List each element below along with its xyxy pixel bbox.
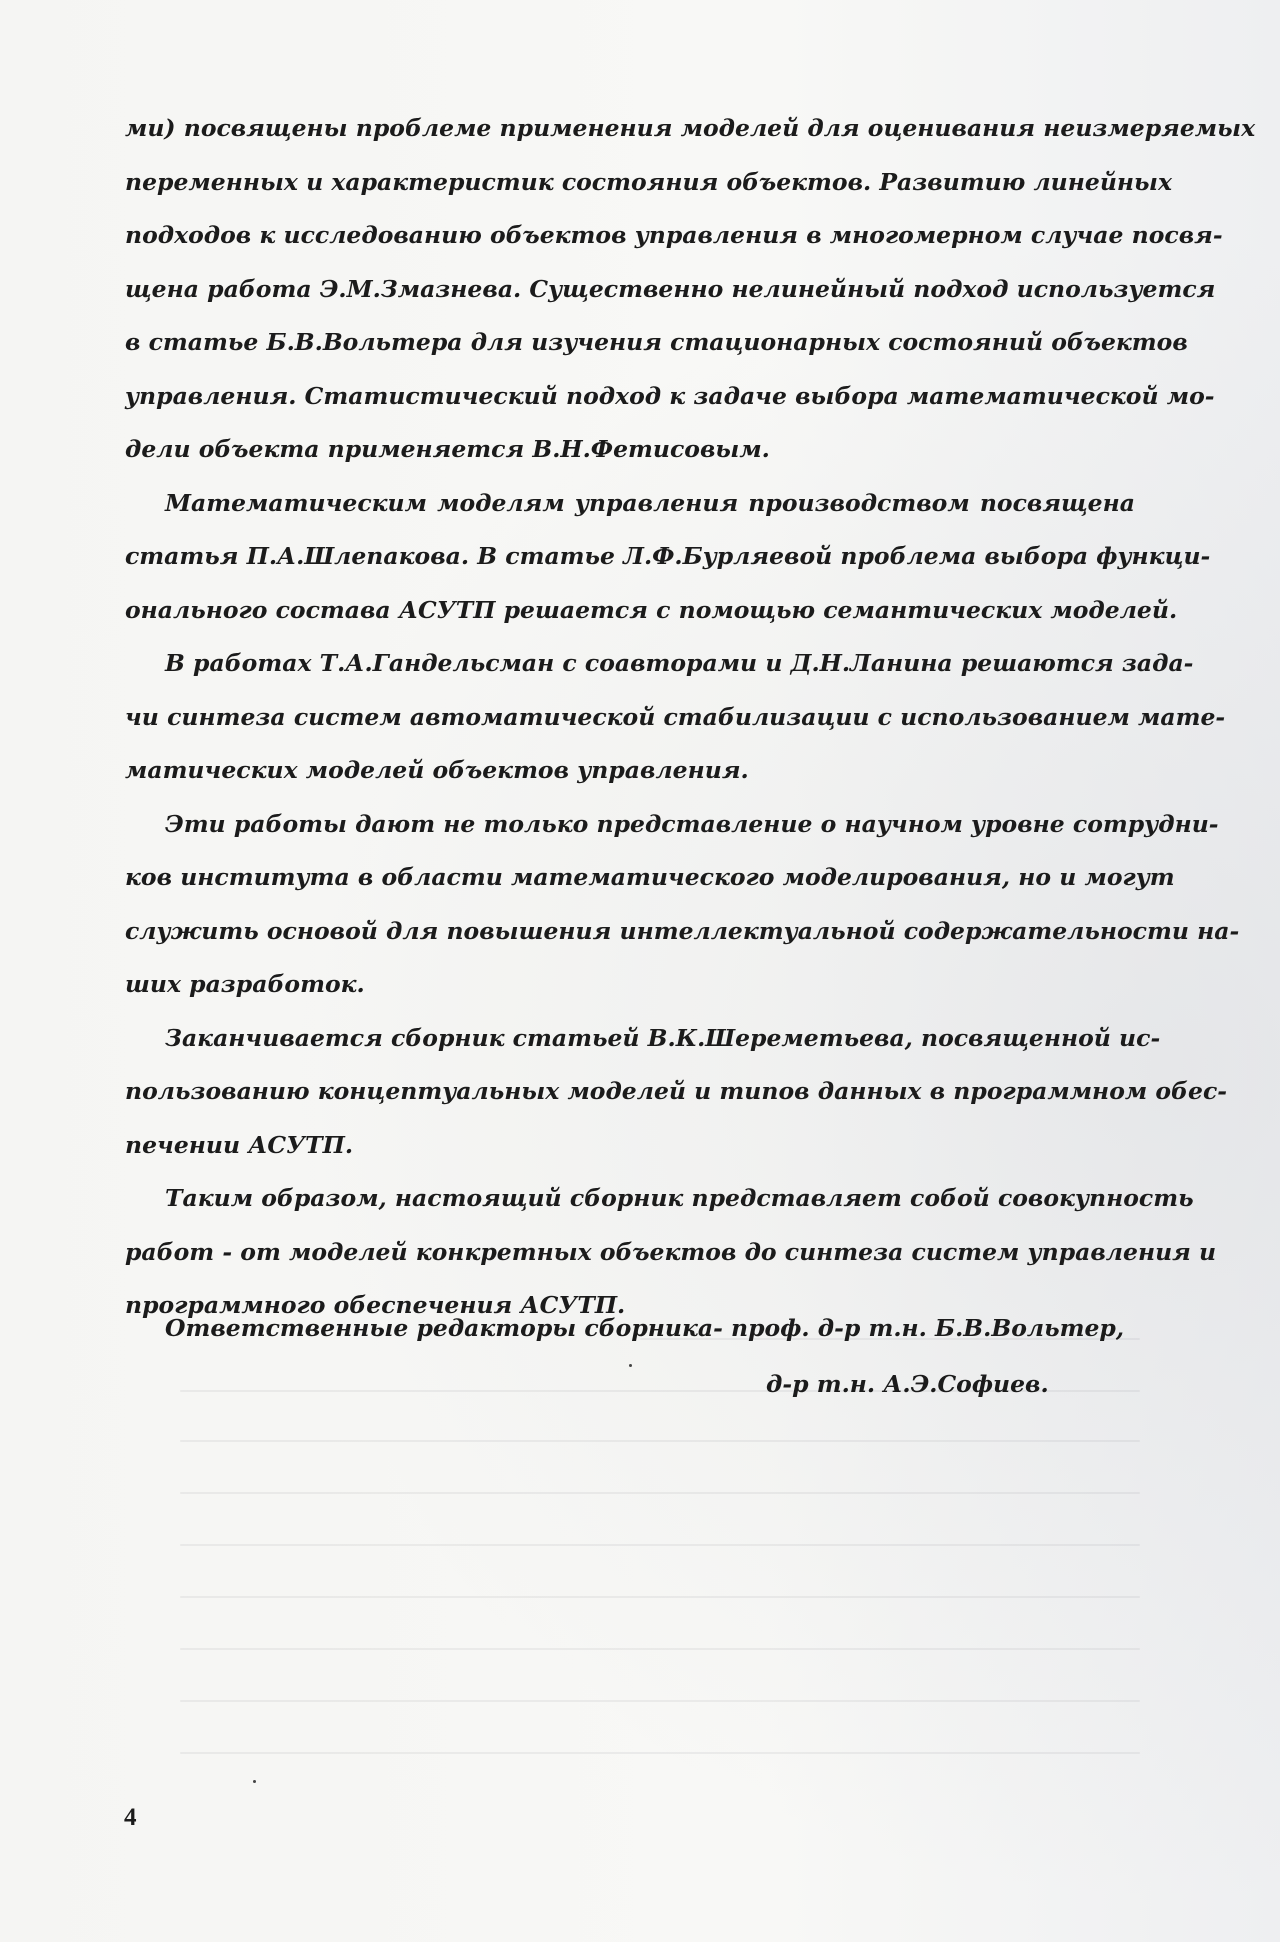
- page-number: 4: [124, 1804, 137, 1831]
- text-line: ков института в области математического моделирования, но и могут: [125, 863, 1175, 891]
- bleed-through-line: [180, 1752, 1140, 1754]
- scan-speck: [253, 1780, 256, 1783]
- text-line: онального состава АСУТП решается с помощью семантических моделей.: [125, 595, 1178, 624]
- text-line: подходов к исследованию объектов управления в многомерном случае посвя-: [125, 221, 1223, 249]
- text-line: управления. Статистический подход к задаче выбора математической мо-: [125, 381, 1215, 410]
- bleed-through-line: [180, 1440, 1140, 1442]
- text-line: дели объекта применяется В.Н.Фетисовым.: [125, 435, 770, 463]
- editors-line: Ответственные редакторы сборника- проф. д-р т.н. Б.В.Вольтер,: [165, 1314, 1125, 1342]
- text-line: Таким образом, настоящий сборник представляет собой совокупность: [165, 1184, 1194, 1212]
- text-line: ми) посвящены проблеме применения моделей для оценивания неизмеряемых: [125, 114, 1256, 142]
- bleed-through-line: [180, 1596, 1140, 1598]
- text-line: работ - от моделей конкретных объектов до синтеза систем управления и: [125, 1237, 1217, 1266]
- text-line: щена работа Э.М.Змазнева. Существенно нелинейный подход используется: [125, 274, 1216, 303]
- bleed-through-line: [180, 1700, 1140, 1702]
- bleed-through-line: [180, 1648, 1140, 1650]
- text-line: в статье Б.В.Вольтера для изучения стационарных состояний объектов: [125, 328, 1188, 356]
- text-line: пользованию концептуальных моделей и типов данных в программном обес-: [125, 1077, 1228, 1105]
- text-line: Заканчивается сборник статьей В.К.Шереметьева, посвященной ис-: [165, 1023, 1161, 1052]
- text-line: статья П.А.Шлепакова. В статье Л.Ф.Бурляевой проблема выбора функци-: [125, 542, 1211, 570]
- bleed-through-line: [180, 1544, 1140, 1546]
- text-line: печении АСУТП.: [125, 1130, 354, 1159]
- text-line: Эти работы дают не только представление о научном уровне сотрудни-: [165, 809, 1219, 838]
- text-line: служить основой для повышения интеллектуальной содержательности на-: [125, 916, 1240, 945]
- text-line: переменных и характеристик состояния объектов. Развитию линейных: [125, 167, 1172, 196]
- bleed-through-line: [180, 1492, 1140, 1494]
- editors-line: д-р т.н. А.Э.Софиев.: [766, 1370, 1049, 1398]
- text-line: Математическим моделям управления производством посвящена: [165, 488, 1135, 517]
- text-line: чи синтеза систем автоматической стабилизации с использованием мате-: [125, 702, 1226, 731]
- editors-signature: [165, 1300, 1125, 1412]
- scan-speck: [629, 1364, 632, 1367]
- text-line: В работах Т.А.Гандельсман с соавторами и Д.Н.Ланина решаются зада-: [165, 649, 1194, 677]
- text-line: ших разработок.: [125, 970, 365, 998]
- body-text: [125, 102, 1256, 1333]
- text-line: программного обеспечения АСУТП.: [125, 1291, 626, 1319]
- text-line: матических моделей объектов управления.: [125, 756, 749, 784]
